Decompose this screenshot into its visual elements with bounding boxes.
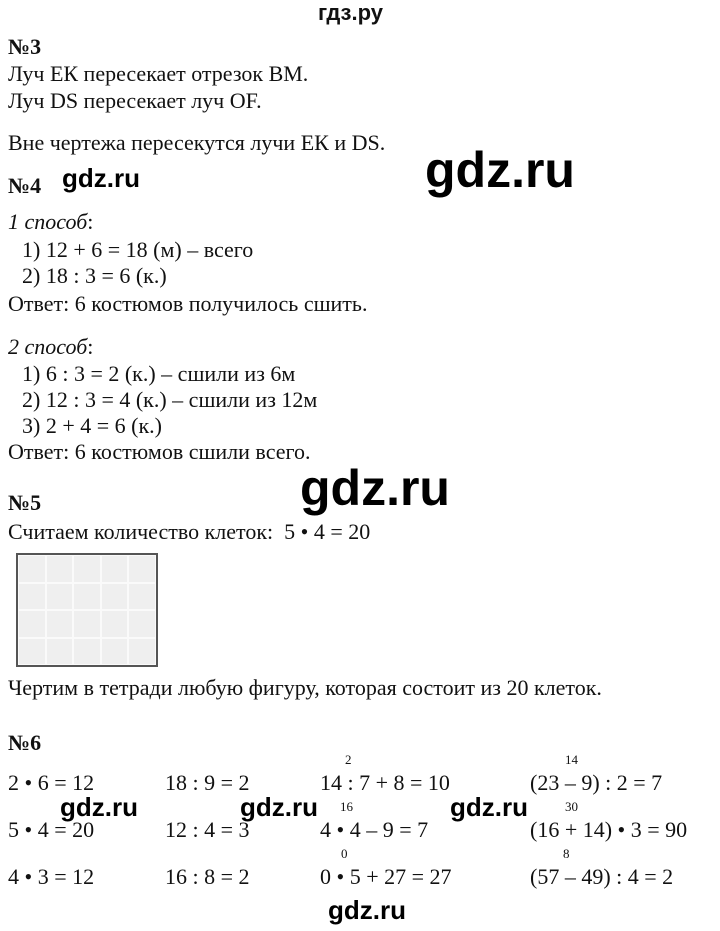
method2-answer: Ответ: 6 костюмов сшили всего. [8,439,311,464]
task5-note: Чертим в тетради любую фигуру, которая состоит из 20 клеток. [8,675,602,700]
task3-title: №3 [8,34,42,59]
intermediate-result: 16 [340,799,353,814]
method1-label [8,209,93,235]
task6-title: №6 [8,730,42,755]
grid-cell [101,610,129,638]
watermark: gdz.ru [62,163,140,193]
equation: (57 – 49) : 4 = 2 [530,864,674,889]
grid-cell [101,555,129,583]
watermark: gdz.ru [300,460,450,516]
grid-cell [73,610,101,638]
task5-title: №5 [8,490,42,515]
grid-cell [46,583,74,611]
grid-cell [46,610,74,638]
equation: (16 + 14) • 3 = 90 [530,817,688,842]
method1-step: 1) 12 + 6 = 18 (м) – всего [22,237,254,262]
watermark: gdz.ru [425,142,575,198]
intermediate-result: 14 [565,752,578,767]
grid-cell [73,555,101,583]
method2-colon: : [87,334,94,359]
cell-grid-figure [16,553,158,667]
grid-cell [46,555,74,583]
grid-cell [128,583,156,611]
intermediate-result: 0 [341,846,348,861]
grid-cell [128,555,156,583]
cell-count: Считаем количество клеток: 5 • 4 = 20 [8,519,371,544]
grid-cell [73,583,101,611]
grid-cell [18,555,46,583]
task3-line: Луч DS пересекает луч OF. [8,88,262,113]
equation: 18 : 9 = 2 [165,770,250,795]
method2-label-text: 2 способ [8,334,88,359]
equation: 16 : 8 = 2 [165,864,250,889]
method2-step: 3) 2 + 4 = 6 (к.) [22,413,162,438]
equation: 2 • 6 = 12 [8,770,95,795]
method1-colon: : [87,209,94,234]
equation: 4 • 3 = 12 [8,864,95,889]
method1-label-text: 1 способ [8,209,88,234]
grid-cell [18,610,46,638]
intermediate-result: 30 [565,799,578,814]
grid-cell [128,610,156,638]
equation: 4 • 4 – 9 = 7 [320,817,429,842]
watermark: gdz.ru [328,895,406,925]
method1-step: 2) 18 : 3 = 6 (к.) [22,263,167,288]
grid-cell [101,638,129,666]
intermediate-result: 8 [563,846,570,861]
grid-cell [101,583,129,611]
equation: (23 – 9) : 2 = 7 [530,770,663,795]
grid-cell [18,583,46,611]
method1-answer: Ответ: 6 костюмов получилось сшить. [8,291,368,316]
watermark: gdz.ru [240,792,318,822]
equation: 0 • 5 + 27 = 27 [320,864,452,889]
equation: 5 • 4 = 20 [8,817,95,842]
grid-cell [73,638,101,666]
task3-line: Вне чертежа пересекутся лучи ЕК и DS. [8,130,386,155]
watermark: gdz.ru [60,792,138,822]
grid-cell [128,638,156,666]
grid-cell [18,638,46,666]
task3-line: Луч ЕК пересекает отрезок ВМ. [8,61,309,86]
watermark: gdz.ru [450,792,528,822]
method2-step: 2) 12 : 3 = 4 (к.) – сшили из 12м [22,387,318,412]
method2-label [8,334,93,360]
grid-cell [46,638,74,666]
method2-step: 1) 6 : 3 = 2 (к.) – сшили из 6м [22,361,296,386]
site-header: гдз.ру [318,0,383,25]
equation: 12 : 4 = 3 [165,817,250,842]
task4-title: №4 [8,173,42,198]
equation: 14 : 7 + 8 = 10 [320,770,450,795]
intermediate-result: 2 [345,752,352,767]
